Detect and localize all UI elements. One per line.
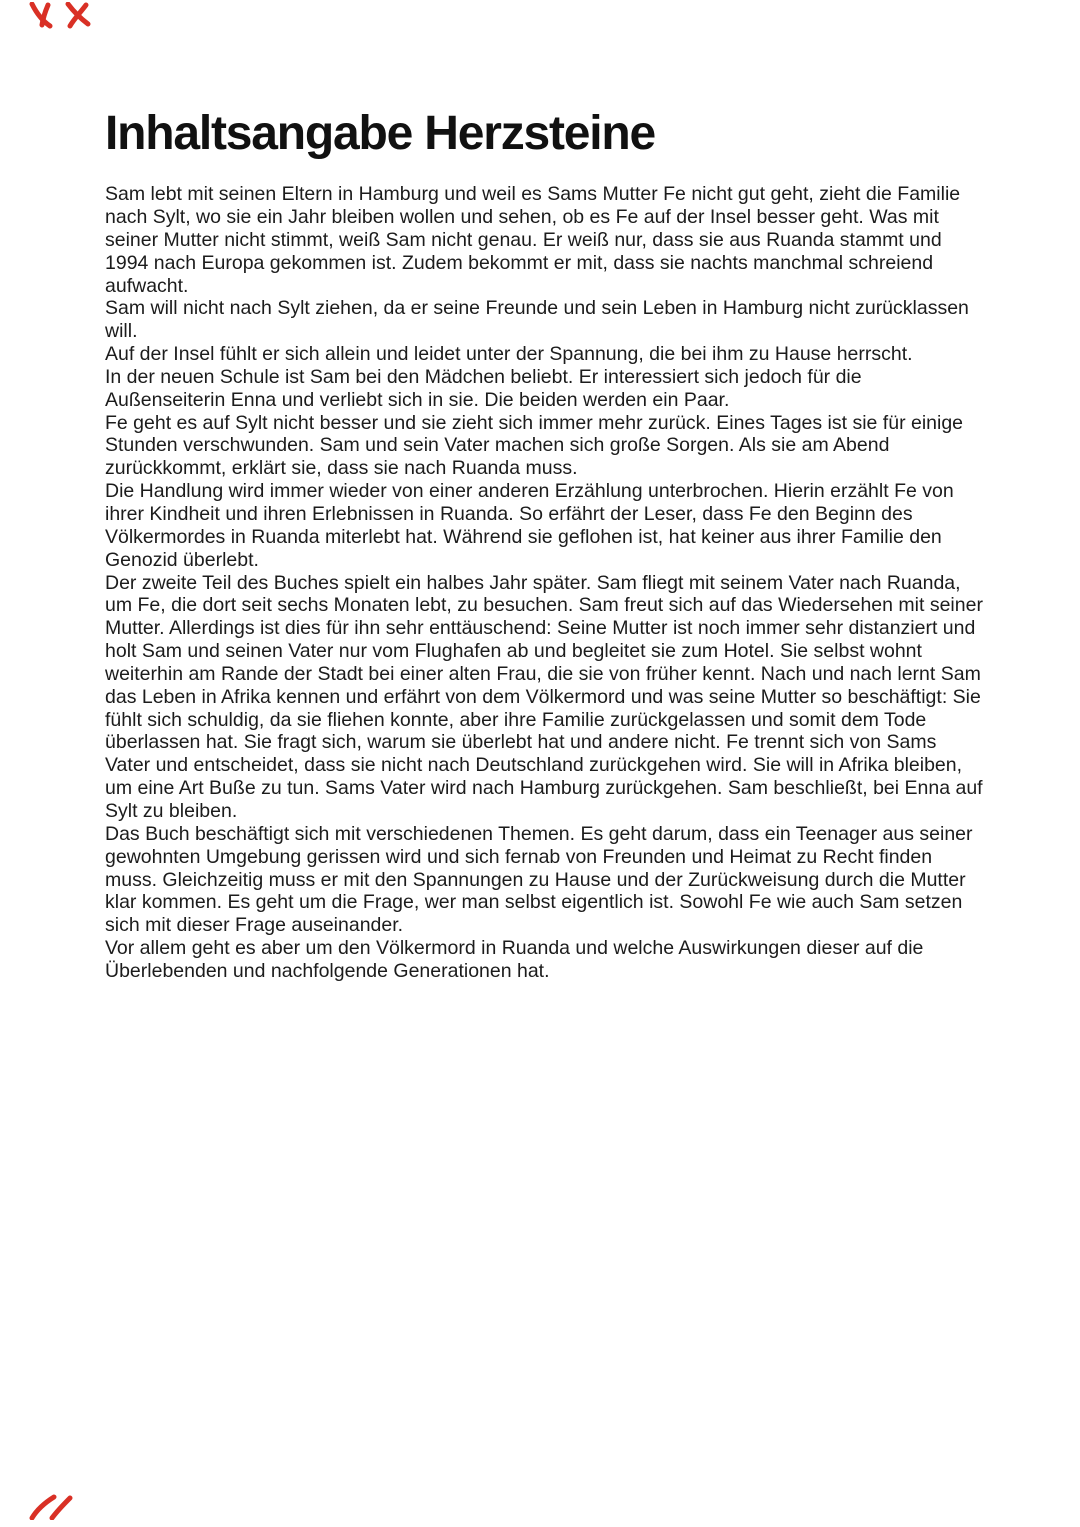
paragraph: Der zweite Teil des Buches spielt ein halbes Jahr später. Sam fliegt mit seinem Vater nach Ruanda, um Fe, die dort seit sechs Monaten lebt, zu besuchen. Sam freut sich auf das Wiedersehen mit seiner Mutter. Allerdings ist dies für ihn sehr enttäuschend: Seine Mutter ist noch immer sehr distanziert und holt Sam und seinen Vater nur vom Flughafen ab und begleitet sie zum Hotel. Sie selbst wohnt weiterhin am Rande der Stadt bei einer alten Frau, die sie von früher kennt. Nach und nach lernt Sam das Leben in Afrika kennen und erfährt von dem Völkermord und was seine Mutter so beschäftigt: Sie fühlt sich schuldig, da sie fliehen konnte, aber ihre Familie zurückgelassen und somit dem Tode überlassen hat. Sie fragt sich, warum sie überlebt hat und andere nicht. Fe trennt sich von Sams Vater und entscheidet, dass sie nicht nach Deutschland zurückgehen wird. Sie will in Afrika bleiben, um eine Art Buße zu tun. Sams Vater wird nach Hamburg zurückgehen. Sam beschließt, bei Enna auf Sylt zu bleiben. (105, 571, 983, 822)
paragraph: Sam will nicht nach Sylt ziehen, da er seine Freunde und sein Leben in Hamburg nicht zurücklassen will. (105, 297, 969, 343)
paragraph: Fe geht es auf Sylt nicht besser und sie zieht sich immer mehr zurück. Eines Tages ist sie für einige Stunden verschwunden. Sam und sein Vater machen sich große Sorgen. Als sie am Abend zurückkommt, erklärt sie, dass sie nach Ruanda muss. (105, 411, 964, 480)
red-pen-mark-top-left (28, 2, 94, 29)
paragraph: Sam lebt mit seinen Eltern in Hamburg und weil es Sams Mutter Fe nicht gut geht, zieht die Familie nach Sylt, wo sie ein Jahr bleiben wollen und sehen, ob es Fe auf der Insel besser geht. Was mit seiner Mutter nicht stimmt, weiß Sam nicht genau. Er weiß nur, dass sie aus Ruanda stammt und 1994 nach Europa gekommen ist. Zudem bekommt er mit, dass sie nachts manchmal schreiend aufwacht. (105, 183, 961, 297)
document-content (105, 106, 985, 983)
paragraph: In der neuen Schule ist Sam bei den Mädchen beliebt. Er interessiert sich jedoch für die Außenseiterin Enna und verliebt sich in sie. Die beiden werden ein Paar. (105, 365, 862, 411)
page-title: Inhaltsangabe Herzsteine (105, 107, 656, 160)
summary-paragraphs (105, 183, 985, 983)
paragraph: Auf der Insel fühlt er sich allein und leidet unter der Spannung, die bei ihm zu Hause herrscht. (105, 343, 913, 366)
red-pen-mark-bottom-left (28, 1494, 74, 1520)
paragraph: Das Buch beschäftigt sich mit verschiedenen Themen. Es geht darum, dass ein Teenager aus seiner gewohnten Umgebung gerissen wird und sich fernab von Freunden und Heimat zu Recht finden muss. Gleichzeitig muss er mit den Spannungen zu Hause und der Zurückweisung durch die Mutter klar kommen. Es geht um die Frage, wer man selbst eigentlich ist. Sowohl Fe wie auch Sam setzen sich mit dieser Frage auseinander. (105, 822, 973, 937)
paragraph: Die Handlung wird immer wieder von einer anderen Erzählung unterbrochen. Hierin erzählt Fe von ihrer Kindheit und ihren Erlebnissen in Ruanda. So erfährt der Leser, dass Fe den Beginn des Völkermordes in Ruanda miterlebt hat. Während sie geflohen ist, hat keiner aus ihrer Familie den Genozid überlebt. (105, 480, 954, 571)
paragraph: Vor allem geht es aber um den Völkermord in Ruanda und welche Auswirkungen dieser auf die Überlebenden und nachfolgende Generationen hat. (105, 937, 924, 982)
